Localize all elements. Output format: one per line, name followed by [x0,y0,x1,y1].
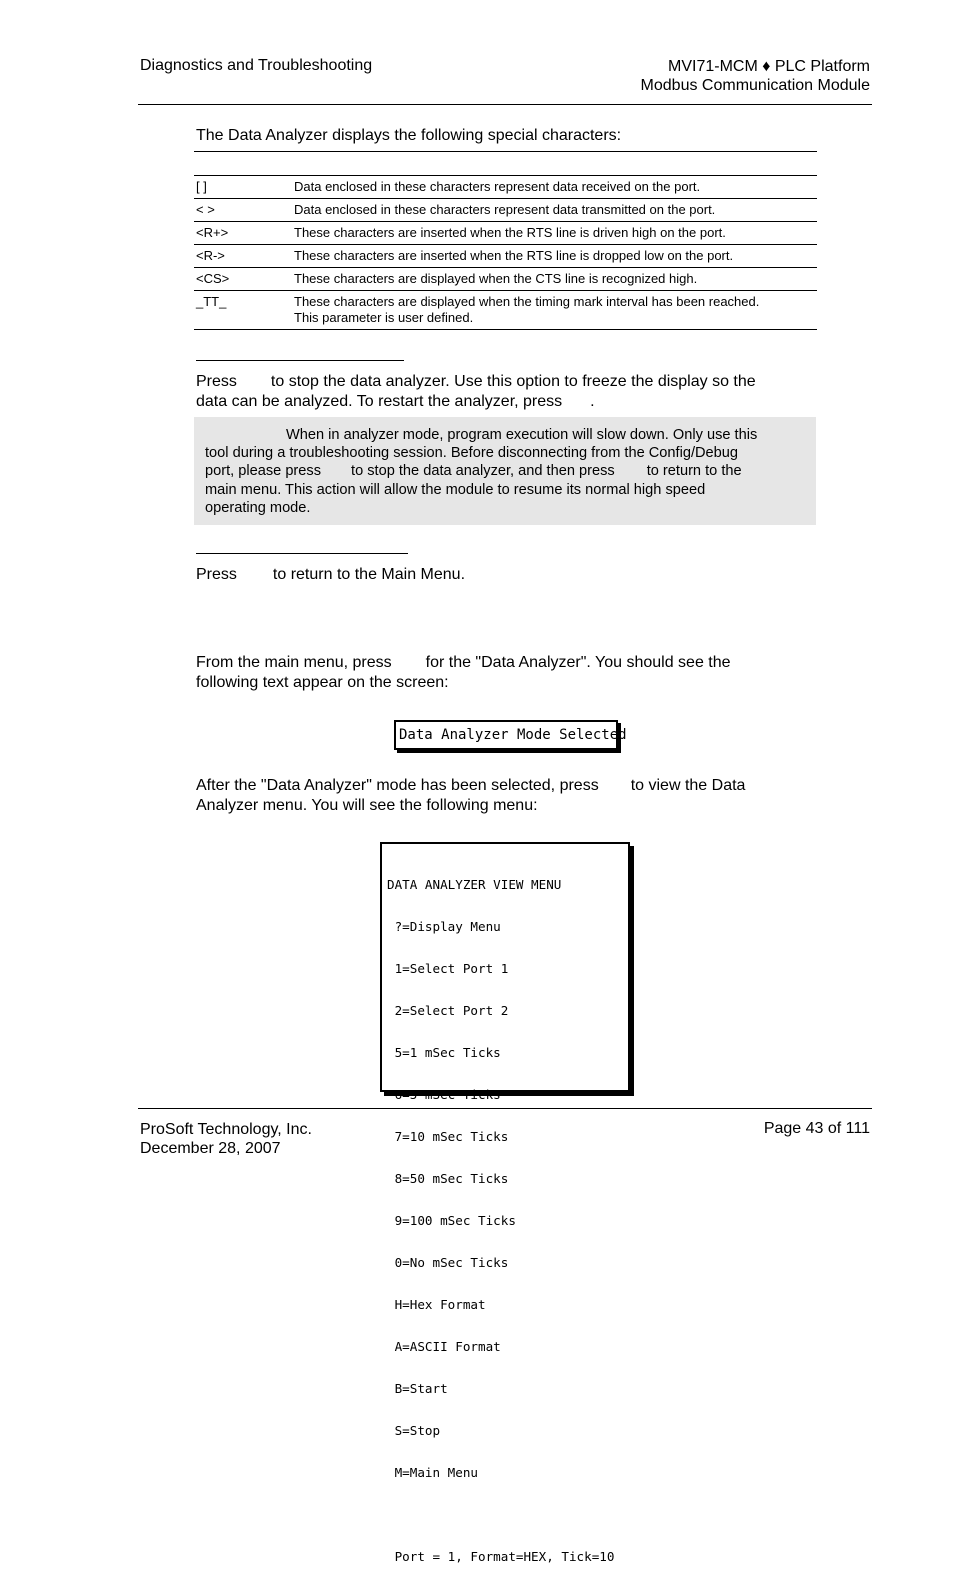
description-cell: These characters are inserted when the RTS line is driven high on the port. [292,222,817,245]
return-paragraph [196,565,465,585]
note-line-5: operating mode. [205,499,311,516]
description-line: These characters are displayed when the timing mark interval has been reached. [294,294,760,309]
symbol-cell: <CS> [194,268,292,291]
note-line-2: tool during a troubleshooting session. Before disconnecting from the Config/Debug [205,445,738,462]
menu-line: H=Hex Format [387,1297,486,1312]
menu-line: 1=Select Port 1 [387,961,509,976]
main-menu-line-2: following text appear on the screen: [196,674,449,691]
symbol-cell: <R+> [194,222,292,245]
symbol-cell: <R-> [194,245,292,268]
table-header-row [194,152,817,176]
note-text: to return to the [646,463,742,480]
table-row [194,245,817,268]
after-text: to view the Data [630,777,746,794]
note-line-1 [205,426,804,444]
header-product-line1: MVI71-MCM ♦ PLC Platform [668,58,870,75]
analyzer-mode-screen: Data Analyzer Mode Selected [394,720,618,750]
footer-divider [138,1108,872,1109]
stop-text-restart: data can be analyzed. To restart the analyzer, press [196,393,563,410]
footer-date: December 28, 2007 [140,1140,281,1157]
menu-line: 6=5 mSec Ticks [387,1087,501,1102]
description-cell: Data enclosed in these characters represent data received on the port. [292,176,817,199]
menu-status-line: Port = 1, Format=HEX, Tick=10 [387,1549,615,1564]
footer-page-number: Page 43 of 111 [763,1120,870,1137]
main-menu-text: From the main menu, press [196,654,392,671]
table-row [194,291,817,330]
note-box [194,417,816,525]
table-row [194,222,817,245]
table-row [194,176,817,199]
main-menu-text: for the "Data Analyzer". You should see the [425,654,731,671]
description-cell [292,291,817,330]
stop-heading-rule [196,360,404,361]
analyzer-view-menu-screen [380,842,630,1564]
special-characters-table [194,151,817,330]
stop-text-main: to stop the data analyzer. Use this option to freeze the display so the [270,373,756,390]
menu-line: S=Stop [387,1423,441,1438]
header-section-title: Diagnostics and Troubleshooting [140,57,373,74]
menu-line: M=Main Menu [387,1465,478,1480]
footer-company: ProSoft Technology, Inc. [140,1121,312,1138]
stop-text-press: Press [196,373,237,390]
menu-line: 2=Select Port 2 [387,1003,509,1018]
symbol-cell: < > [194,199,292,222]
return-text-main: to return to the Main Menu. [272,566,466,583]
description-cell: These characters are inserted when the RTS line is dropped low on the port. [292,245,817,268]
stop-paragraph [196,372,756,412]
menu-line: 5=1 mSec Ticks [387,1045,501,1060]
menu-line: A=ASCII Format [387,1339,501,1354]
menu-line: 7=10 mSec Ticks [387,1129,509,1144]
after-line-2: Analyzer menu. You will see the following menu: [196,797,538,814]
header-product-line2: Modbus Communication Module [640,77,870,94]
after-text: After the "Data Analyzer" mode has been selected, press [196,777,599,794]
note-line-3 [205,462,804,480]
symbol-cell: _TT_ [194,291,292,330]
after-line-1 [196,776,745,796]
menu-line: 8=50 mSec Ticks [387,1171,509,1186]
stop-line-1 [196,372,756,392]
menu-line: ?=Display Menu [387,919,501,934]
stop-line-2 [196,392,756,412]
stop-text-end: . [590,393,595,410]
menu-line: 0=No mSec Ticks [387,1255,509,1270]
footer-left [140,1120,312,1158]
description-line: This parameter is user defined. [294,310,474,325]
header-divider [138,104,872,105]
menu-line [387,1508,628,1522]
after-paragraph [196,776,745,816]
main-menu-paragraph [196,653,731,693]
return-heading-rule [196,553,408,554]
return-text-press: Press [196,566,237,583]
description-cell: These characters are displayed when the CTS line is recognized high. [292,268,817,291]
note-text: When in analyzer mode, program execution will slow down. Only use this [286,427,758,443]
menu-line: 9=100 mSec Ticks [387,1213,516,1228]
table-row [194,268,817,291]
table-row [194,199,817,222]
note-line-4: main menu. This action will allow the module to resume its normal high speed [205,481,706,498]
main-menu-line-1 [196,653,731,673]
intro-text: The Data Analyzer displays the following special characters: [196,127,622,144]
note-text: to stop the data analyzer, and then press [351,463,615,480]
header-product [641,57,870,95]
menu-line: DATA ANALYZER VIEW MENU [387,877,562,892]
menu-line: B=Start [387,1381,448,1396]
note-text: port, please press [205,463,322,480]
symbol-cell: [ ] [194,176,292,199]
description-cell: Data enclosed in these characters represent data transmitted on the port. [292,199,817,222]
